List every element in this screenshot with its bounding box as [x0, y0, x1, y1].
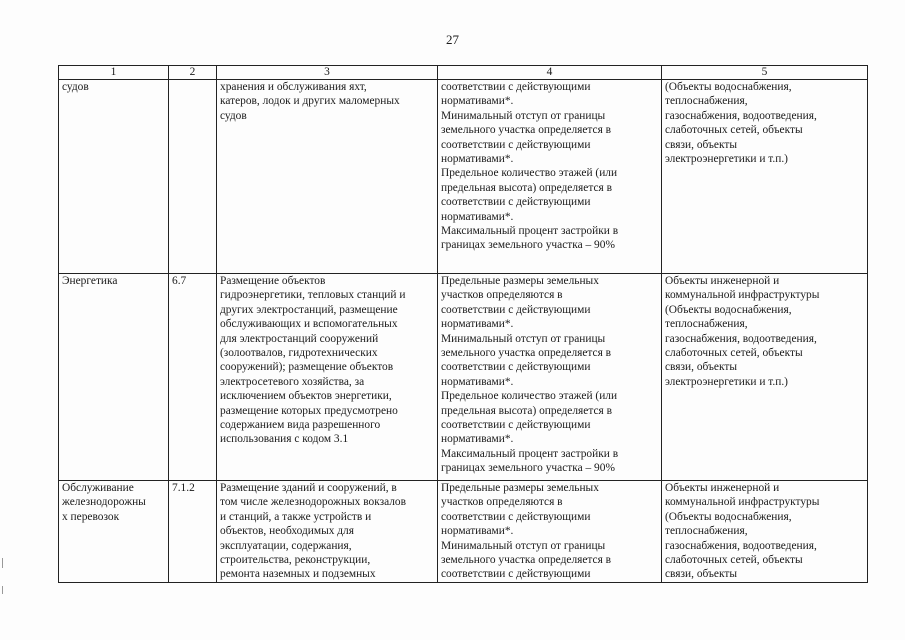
text-line: гидроэнергетики, тепловых станций и [220, 289, 406, 302]
text-line [172, 80, 213, 94]
scan-artifact [2, 586, 3, 594]
text-line: соответствии с действующими [441, 196, 591, 209]
text-line: газоснабжения, водоотведения, [665, 332, 817, 345]
text-line: (Объекты водоснабжения, [665, 81, 792, 93]
text-line: сооружений); размещение объектов [220, 361, 394, 374]
text-line: коммунальной инфраструктуры [665, 496, 820, 509]
text-line: (Объекты водоснабжения, [665, 303, 792, 316]
text-line: слаботочных сетей, объекты [665, 124, 803, 137]
text-line: участков определяются в [441, 496, 563, 509]
text-line: (Объекты водоснабжения, [665, 510, 792, 523]
text-line: содержанием вида разрешенного [220, 419, 381, 432]
text-line: соответствии с действующими [441, 81, 591, 93]
text-line: нормативами*. [441, 375, 514, 388]
text-line: границах земельного участка – 90% [441, 462, 615, 475]
text-line: обслуживающих и вспомогательных [220, 318, 398, 331]
text-line: нормативами*. [441, 153, 514, 166]
text-line: для электростанций сооружений [220, 332, 379, 345]
use-code-cell [169, 481, 217, 583]
text-line: Размещение зданий и сооружений, в [220, 482, 397, 494]
text-line: Размещение объектов [220, 275, 326, 287]
text-line: теплоснабжения, [665, 525, 748, 538]
text-line: предельная высота) определяется в [441, 404, 612, 417]
use-name-cell [59, 274, 169, 481]
text-line: исключением объектов энергетики, [220, 390, 392, 403]
text-line: объектов, необходимых для [220, 525, 354, 538]
column-header: 4 [438, 66, 662, 80]
text-line: теплоснабжения, [665, 95, 748, 108]
text-line: Минимальный отступ от границы [441, 332, 606, 345]
text-line: соответствии с действующими [441, 419, 591, 432]
text-line: коммунальной инфраструктуры [665, 289, 820, 302]
text-line: газоснабжения, водоотведения, [665, 109, 817, 122]
use-description-cell [217, 481, 438, 583]
text-line: электроэнергетики и т.п.) [665, 375, 788, 388]
text-line: нормативами*. [441, 433, 514, 446]
use-code-cell [169, 80, 217, 274]
text-line: ремонта наземных и подземных [220, 568, 376, 581]
column-header: 2 [169, 66, 217, 80]
scan-artifact [2, 558, 3, 568]
column-header: 1 [59, 66, 169, 80]
text-line: нормативами*. [441, 318, 514, 331]
text-line: электроэнергетики и т.п.) [665, 153, 788, 166]
text-line: связи, объекты [665, 568, 737, 581]
text-line: соответствии с действующими [441, 138, 591, 151]
auxiliary-objects-cell [662, 481, 868, 583]
text-line: и станций, а также устройств и [220, 510, 372, 523]
text-line: Предельные размеры земельных [441, 275, 599, 287]
text-line: соответствии с действующими [441, 361, 591, 374]
text-line: границах земельного участка – 90% [441, 239, 615, 252]
text-line: нормативами*. [441, 525, 514, 538]
text-line: участков определяются в [441, 289, 563, 302]
text-line: х перевозок [62, 510, 120, 523]
text-line: Предельное количество этажей (или [441, 167, 618, 180]
table-row [59, 274, 868, 481]
text-line: земельного участка определяется в [441, 124, 612, 137]
parameters-cell [438, 481, 662, 583]
text-line: предельная высота) определяется в [441, 181, 612, 194]
zoning-table [58, 65, 868, 583]
text-line: Максимальный процент застройки в [441, 225, 619, 238]
text-line: теплоснабжения, [665, 318, 748, 331]
text-line: соответствии с действующими [441, 510, 591, 523]
text-line: Предельное количество этажей (или [441, 390, 618, 403]
text-line: эксплуатации, содержания, [220, 539, 352, 552]
auxiliary-objects-cell [662, 80, 868, 274]
text-line: Объекты инженерной и [665, 275, 780, 287]
text-line: Минимальный отступ от границы [441, 539, 606, 552]
text-line: Предельные размеры земельных [441, 482, 599, 494]
text-line: судов [220, 109, 247, 122]
text-line: (золоотвалов, гидротехнических [220, 347, 378, 360]
use-code-cell [169, 274, 217, 481]
text-line: Минимальный отступ от границы [441, 109, 606, 122]
text-line: газоснабжения, водоотведения, [665, 539, 817, 552]
text-line: соответствии с действующими [441, 568, 591, 581]
text-line: слаботочных сетей, объекты [665, 347, 803, 360]
use-description-cell [217, 80, 438, 274]
text-line: 7.1.2 [172, 482, 195, 494]
table-row [59, 481, 868, 583]
parameters-cell [438, 274, 662, 481]
text-line: нормативами*. [441, 210, 514, 223]
text-line: 6.7 [172, 275, 187, 287]
text-line: размещение которых предусмотрено [220, 404, 398, 417]
use-name-cell [59, 80, 169, 274]
page-number: 27 [446, 32, 459, 47]
use-description-cell [217, 274, 438, 481]
text-line: том числе железнодорожных вокзалов [220, 496, 406, 509]
text-line: нормативами*. [441, 95, 514, 108]
text-line: Обслуживание [62, 482, 134, 494]
text-line: железнодорожны [62, 496, 146, 509]
table-header-row [59, 66, 868, 80]
text-line: использования с кодом 3.1 [220, 433, 349, 446]
text-line: Объекты инженерной и [665, 482, 780, 494]
text-line: земельного участка определяется в [441, 554, 612, 567]
text-line: хранения и обслуживания яхт, [220, 81, 367, 93]
column-header: 5 [662, 66, 868, 80]
text-line: судов [62, 81, 89, 93]
text-line: связи, объекты [665, 361, 737, 374]
text-line: строительства, реконструкции, [220, 554, 371, 567]
text-line: соответствии с действующими [441, 303, 591, 316]
text-line: земельного участка определяется в [441, 347, 612, 360]
text-line: электросетевого хозяйства, за [220, 375, 365, 388]
parameters-cell [438, 80, 662, 274]
text-line: других электростанций, размещение [220, 303, 398, 316]
column-header: 3 [217, 66, 438, 80]
text-line: Максимальный процент застройки в [441, 447, 619, 460]
text-line: слаботочных сетей, объекты [665, 554, 803, 567]
table-row [59, 80, 868, 274]
text-line: Энергетика [62, 275, 118, 287]
text-line: катеров, лодок и других маломерных [220, 95, 400, 108]
auxiliary-objects-cell [662, 274, 868, 481]
text-line: связи, объекты [665, 138, 737, 151]
use-name-cell [59, 481, 169, 583]
